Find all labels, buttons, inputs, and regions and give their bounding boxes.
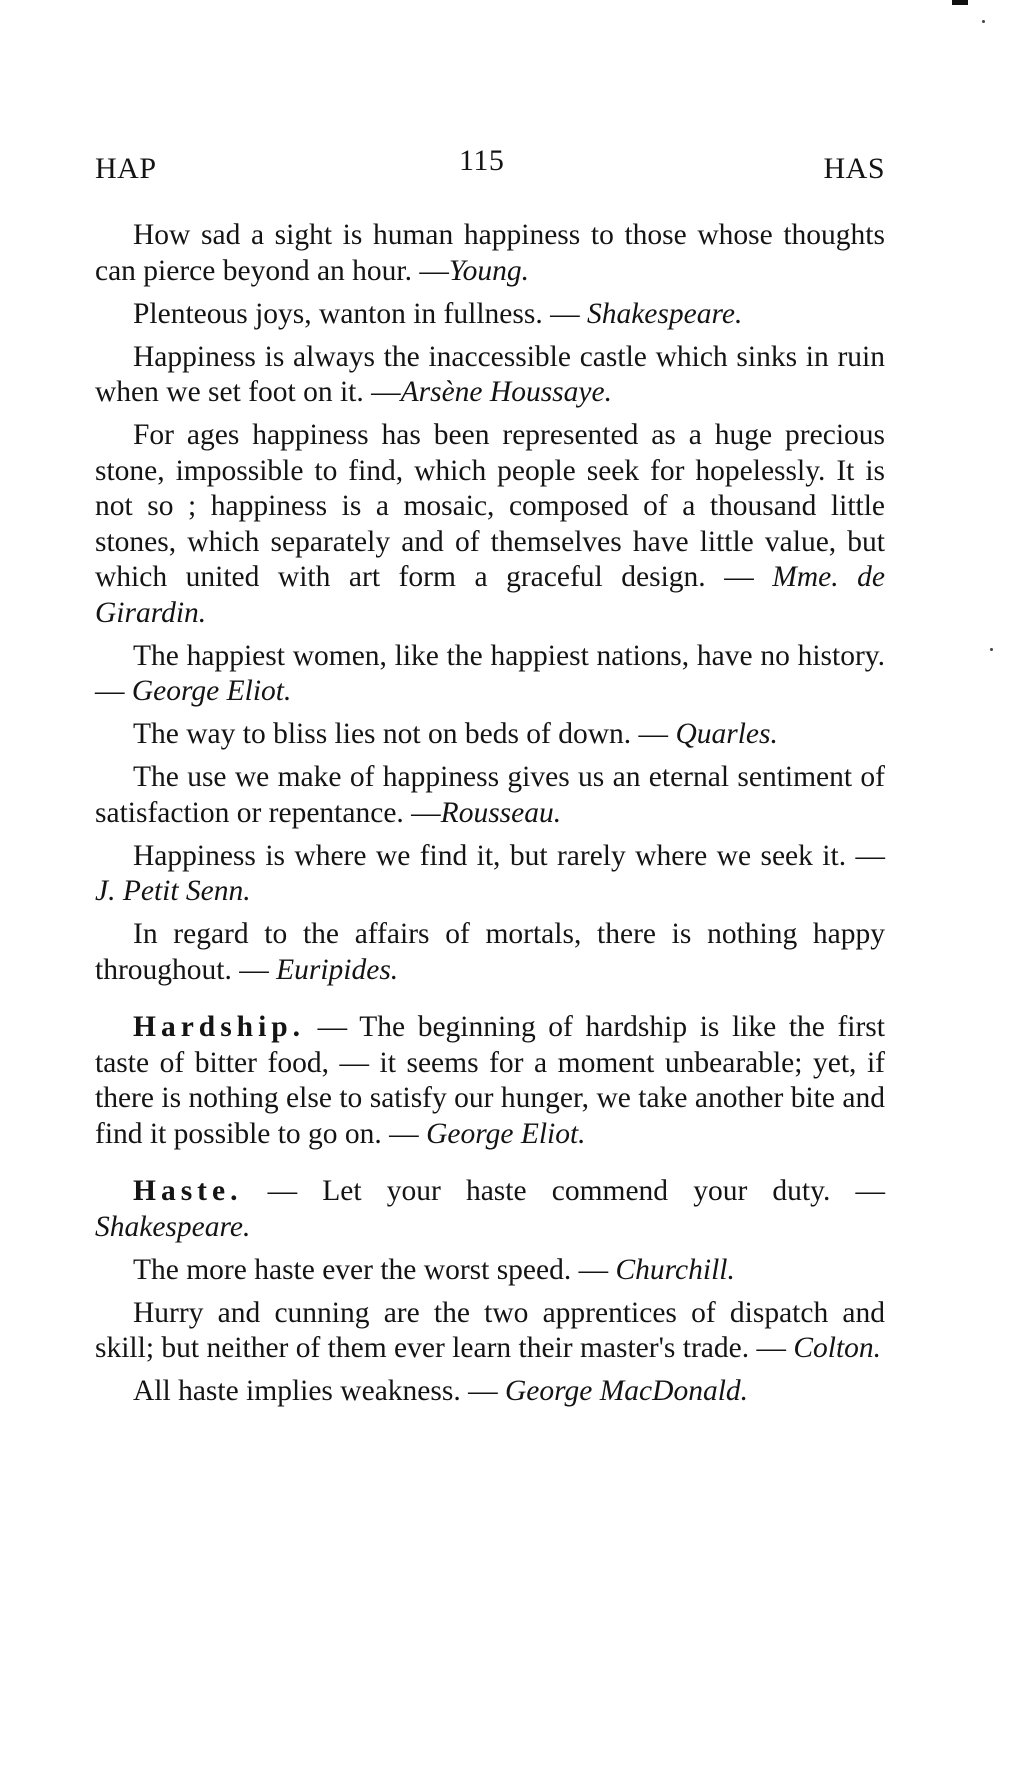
quote: In regard to the affairs of mortals, there is nothing happy throughout. — Euripides. [95,918,885,986]
quote-author: George Eliot. [131,675,292,707]
ink-mark [952,0,968,5]
quote-author: J. Petit Senn. [95,875,251,907]
quote-author: Mme. de Girardin. [95,561,885,629]
quote: Hurry and cunning are the two apprentices of dispatch and skill; but neither of them ever learn their master's trade. — Colton. [95,1296,885,1364]
quote-author: Shakespeare. [95,1210,251,1243]
speck [990,648,993,651]
quote-author: Young. [448,254,529,287]
quote: The way to bliss lies not on beds of down. — Quarles. [133,718,778,750]
quote-author: Churchill. [615,1253,735,1286]
entry-heading: Haste. [133,1175,243,1207]
quote: The use we make of happiness gives us an eternal sentiment of satisfaction or repentance. —Rousseau. [95,761,885,829]
speck [982,20,985,23]
entry-hardship: Hardship. — The beginning of hardship is like the first taste of bitter food, — it seems for a moment unbearable; yet, if there is nothing else to satisfy our hunger, we take another bite and find it possible to go on. — George Eliot. [95,1011,885,1150]
quote-author: Shakespeare. [586,297,743,330]
quote: Happiness is where we find it, but rarely where we seek it. — J. Petit Senn. [95,839,885,907]
quote-author: Euripides. [276,953,399,986]
quote: Happiness is always the inaccessible castle which sinks in ruin when we set foot on it. —Arsène Houssaye. [95,340,885,408]
quote-author: Colton. [793,1332,882,1364]
quote: The more haste ever the worst speed. — Churchill. [133,1253,735,1286]
quote-author: Arsène Houssaye. [400,376,612,408]
quote: Plenteous joys, wanton in fullness. — Shakespeare. [133,297,743,330]
quote: The happiest women, like the happiest nations, have no history. — George Eliot. [95,639,885,707]
quote: How sad a sight is human happiness to those whose thoughts can pierce beyond an hour. —Young. [95,219,885,287]
entry-heading: Hardship. [133,1011,306,1043]
quote-author: Rousseau. [440,796,562,829]
quote-author: Quarles. [675,718,778,750]
page-body [95,218,885,1417]
entry-haste: Haste. — Let your haste commend your duty. — Shakespeare. [95,1175,885,1243]
running-head-right: HAS [823,152,885,185]
quote-author: George Eliot. [426,1117,586,1150]
quote-author: George MacDonald. [504,1375,749,1407]
quote: For ages happiness has been represented as a huge precious stone, impossible to find, which people seek for hopelessly. It is not so ; happiness is a mosaic, composed of a thousand little stones, which separately and of themselves have little value, but which united with art form a graceful design. — Mme. de Girardin. [95,419,885,629]
page-header [95,144,885,188]
quote: All haste implies weakness. — George MacDonald. [133,1375,749,1407]
page-number: 115 [459,144,505,177]
running-head-left: HAP [95,152,157,185]
